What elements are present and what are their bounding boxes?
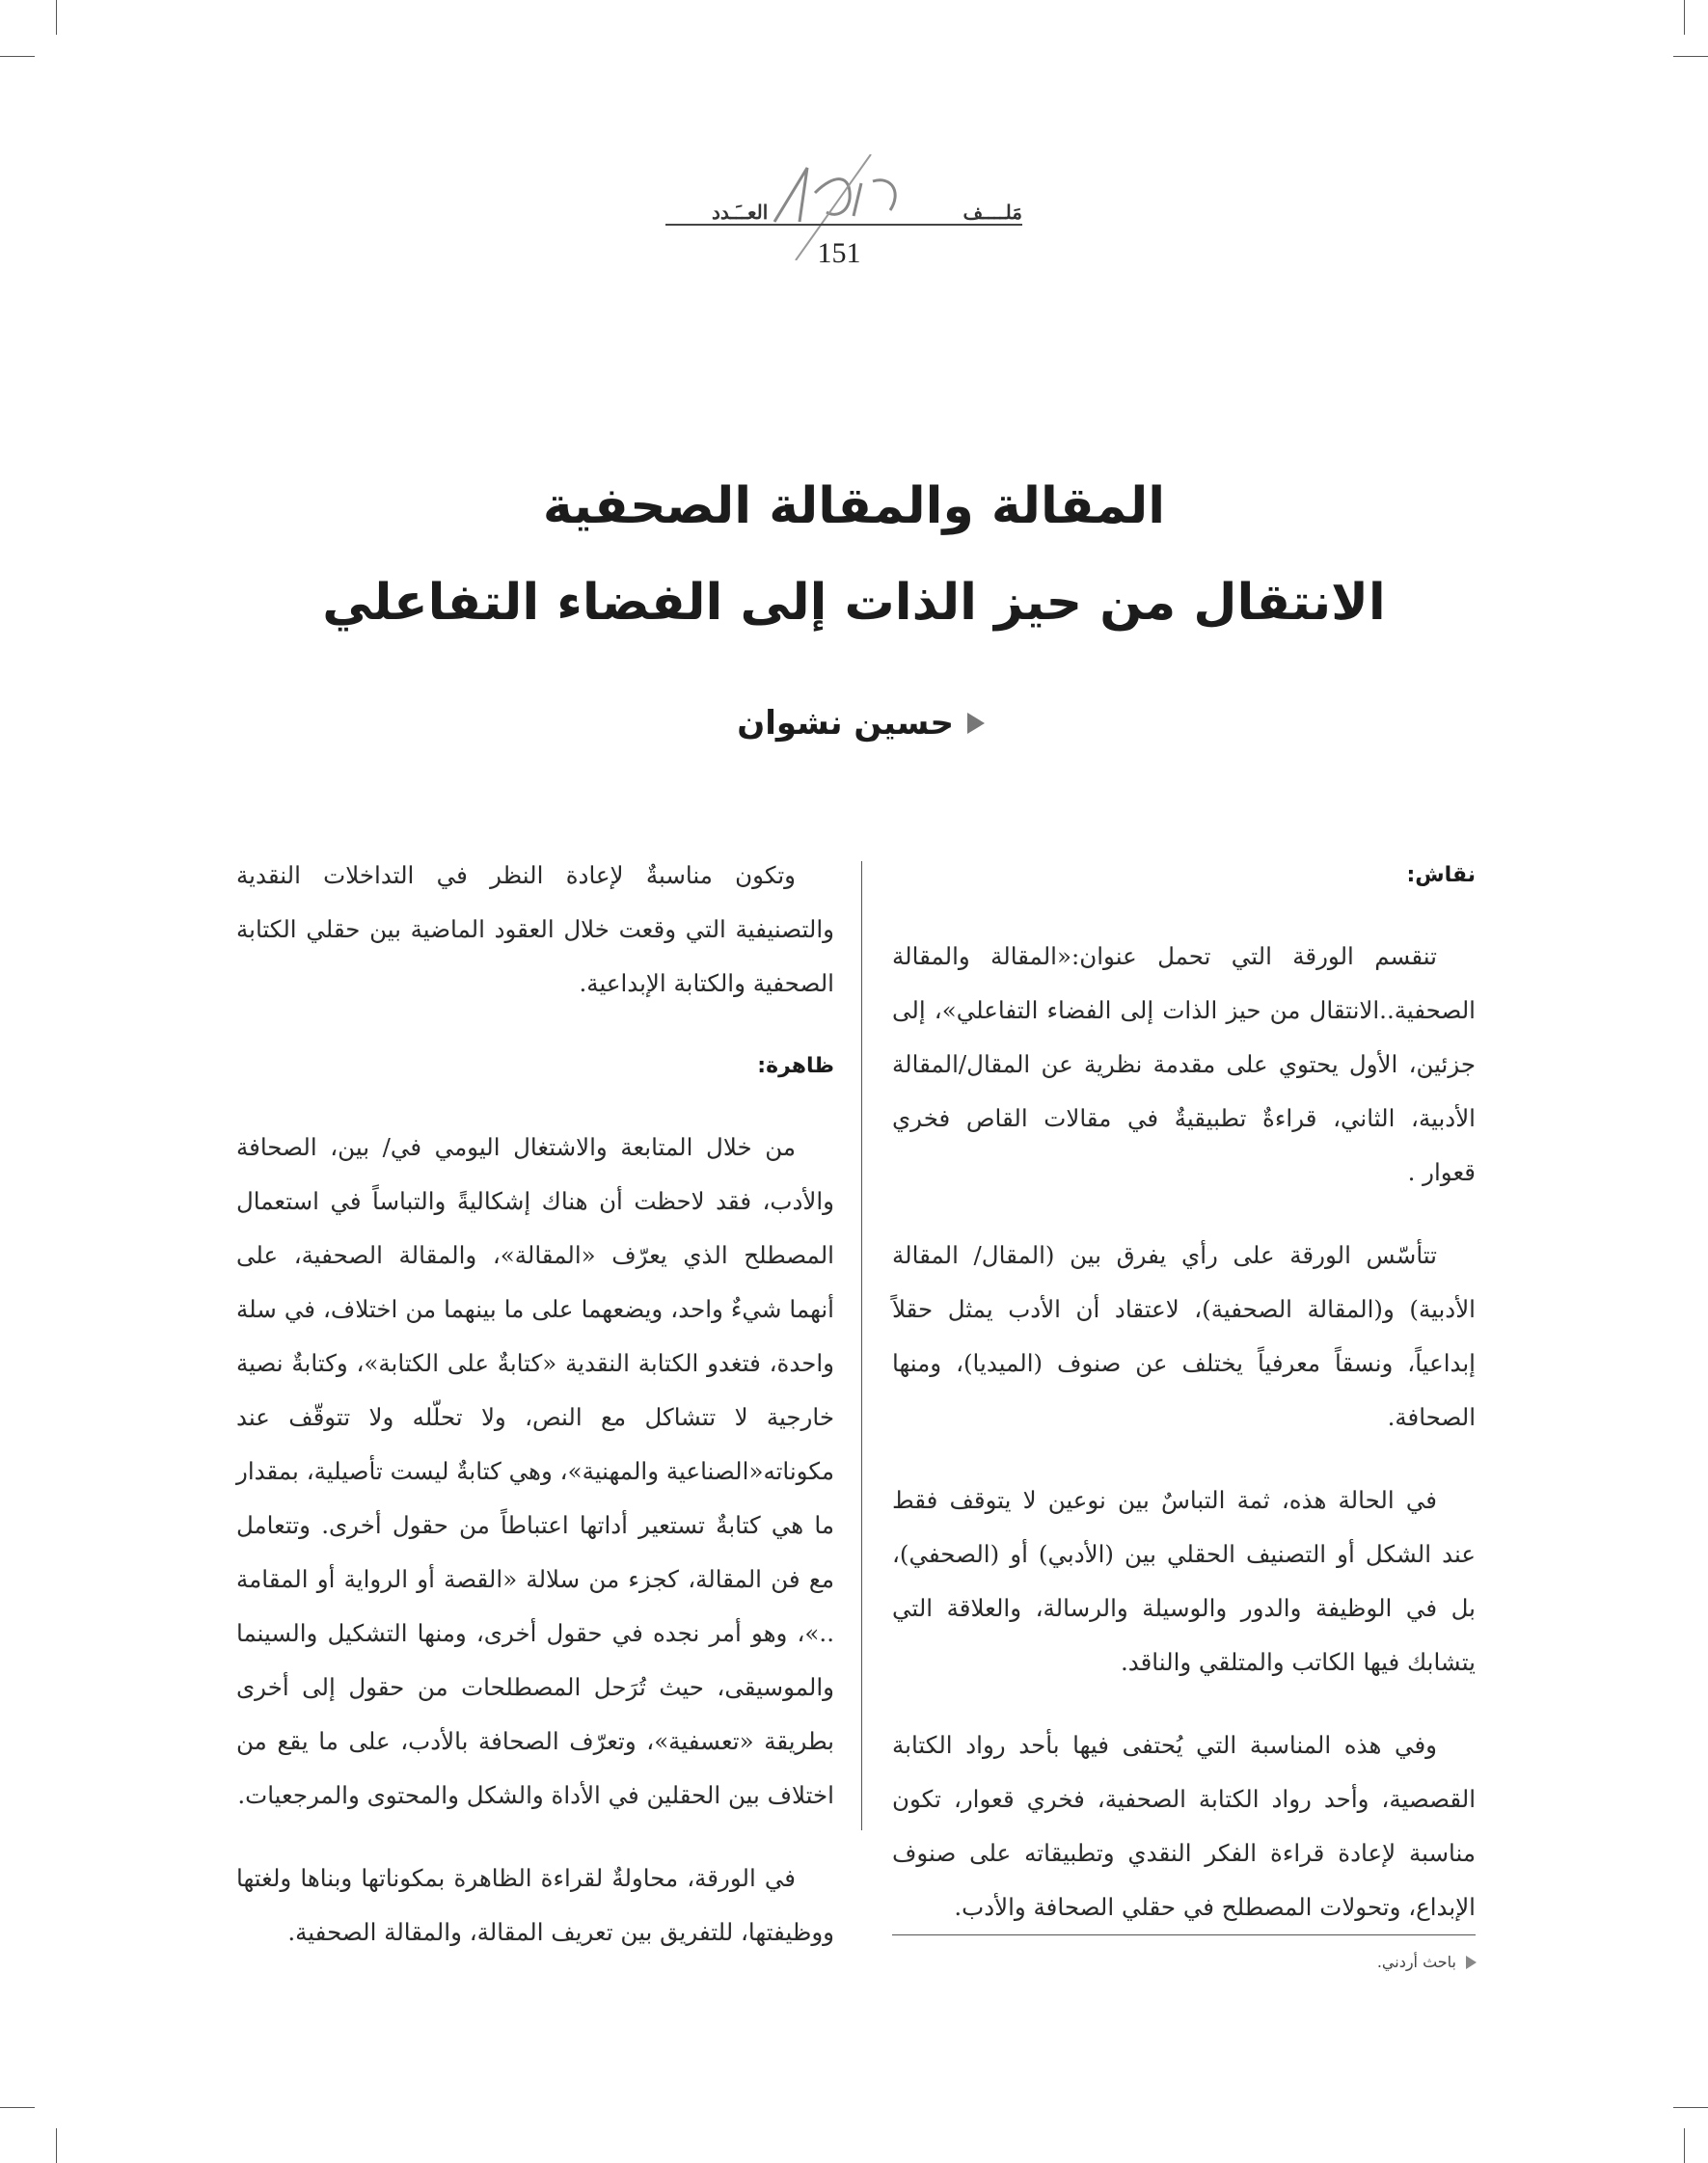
paragraph: تتأسّس الورقة على رأي يفرق بين (المقال/ المقالة الأدبية) و(المقالة الصحفية)، لاعتقاد أن الأدب يمثل حقلاً إبداعياً، ونسقاً معرفياً يختلف عن صنوف (الميديا)، ومنها الصحافة. [892,1241,1476,1431]
footnote-rule [892,1934,1476,1935]
crop-mark [56,2128,57,2163]
author-name: حسين نشوان [737,704,954,743]
crop-mark [0,56,35,57]
column-divider [861,861,862,1830]
author-byline [737,704,985,743]
paragraph: في الحالة هذه، ثمة التباسٌ بين نوعين لا يتوقف فقط عند الشكل أو التصنيف الحقلي بين (الأدبي) أو (الصحفي)، بل في الوظيفة والدور والوسيلة والرسالة، والعلاقة التي يتشابك فيها الكاتب والمتلقي والناقد. [892,1486,1476,1676]
paragraph: من خلال المتابعة والاشتغال اليومي في/ بين، الصحافة والأدب، فقد لاحظت أن هناك إشكاليةً والتباساً في استعمال المصطلح الذي يعرّف «المقالة»، والمقالة الصحفية، على أنهما شيءٌ واحد، ويضعهما على ما بينهما من اختلاف، في سلة واحدة، فتغدو الكتابة النقدية «كتابةٌ على الكتابة»، وكتابةٌ نصية خارجية لا تتشاكل مع النص، ولا تحلّله ولا تتوقّف عند مكوناته«الصناعية والمهنية»، وهي كتابةٌ ليست تأصيلية، بمقدار ما هي كتابةٌ تستعير أداتها اعتباطاً من حقول أخرى. وتتعامل مع فن المقالة، كجزء من سلالة «القصة أو الرواية أو المقامة ..»، وهو أمر نجده في حقول أخرى، ومنها التشكيل والسينما والموسيقى، حيث تُرَحل المصطلحات من حقول إلى أخرى بطريقة «تعسفية»، وتعرّف الصحافة بالأدب، على ما يقع من اختلاف بين الحقلين في الأداة والشكل والمحتوى والمرجعيات. [236,1133,834,1809]
section-label: مَلــــف [962,201,1022,224]
paragraph: تنقسم الورقة التي تحمل عنوان:«المقالة والمقالة الصحفية..الانتقال من حيز الذات إلى الفضاء التفاعلي»، إلى جزئين، الأول يحتوي على مقدمة نظرية عن المقال/المقالة الأدبية، الثاني، قراءةٌ تطبيقيةٌ في مقالات القاص فخري قعوار . [892,942,1476,1186]
crop-mark [1673,2107,1708,2108]
header-rule [665,224,1022,226]
article-subtitle: الانتقال من حيز الذات إلى الفضاء التفاعلي [322,574,1386,632]
triangle-marker-icon [967,713,985,734]
footnote-text: باحث أردني. [1376,1953,1456,1971]
crop-mark [1673,56,1708,57]
paragraph: وفي هذه المناسبة التي يُحتفى فيها بأحد رواد الكتابة القصصية، وأحد رواد الكتابة الصحفية، فخري قعوار، تكون مناسبة لإعادة قراءة الفكر النقدي وتطبيقاته على صنوف الإبداع، وتحولات المصطلح في حقلي الصحافة والأدب. [892,1731,1476,1921]
footnote [1377,1953,1477,1971]
page-number: 151 [817,237,861,269]
paragraph: وتكون مناسبةٌ لإعادة النظر في التداخلات النقدية والتصنيفية التي وقعت خلال العقود الماضية بين حقلي الكتابة الصحفية والكتابة الإبداعية. [236,861,834,997]
right-column [892,849,1476,1963]
crop-mark [0,2107,35,2108]
section-heading: ظاهرة: [757,1054,834,1078]
paragraph: في الورقة، محاولةٌ لقراءة الظاهرة بمكوناتها وبناها ولغتها ووظيفتها، للتفريق بين تعريف المقالة، والمقالة الصحفية. [236,1864,834,1946]
issue-label: العــَـدد [712,201,769,224]
crop-mark [1684,2128,1685,2163]
crop-mark [56,0,57,35]
triangle-marker-icon [1466,1956,1477,1969]
running-header [656,154,1022,299]
section-heading: نقاش: [1406,863,1476,887]
article-title: المقالة والمقالة الصحفية [542,477,1166,535]
left-column [236,849,834,1988]
crop-mark [1684,0,1685,35]
